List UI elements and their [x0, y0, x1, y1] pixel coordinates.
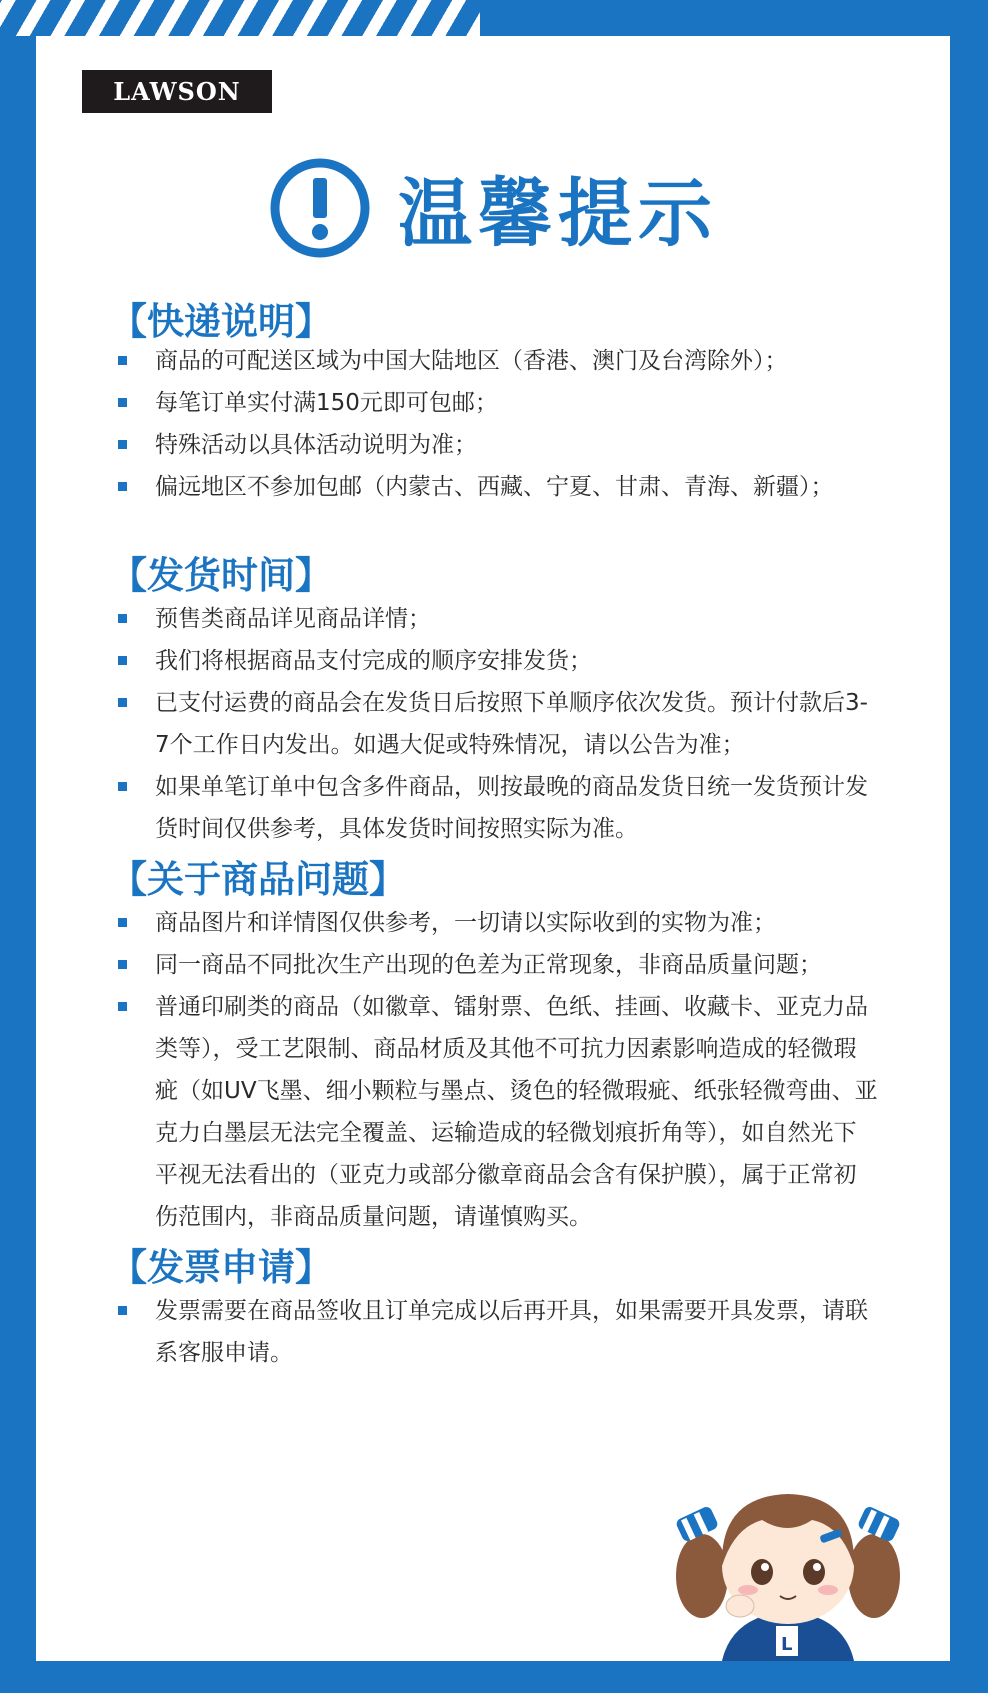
list-item: 发票需要在商品签收且订单完成以后再开具，如果需要开具发票，请联系客服申请。 [118, 1290, 878, 1374]
section-title-invoice: 【发票申请】 [110, 1246, 332, 1289]
exclamation-circle-icon [268, 156, 372, 260]
section-title-product-issues: 【关于商品问题】 [110, 858, 406, 901]
list-item: 同一商品不同批次生产出现的色差为正常现象，非商品质量问题； [118, 944, 878, 986]
bullet-icon [118, 398, 127, 407]
list-item: 偏远地区不参加包邮（内蒙古、西藏、宁夏、甘肃、青海、新疆）； [118, 466, 878, 508]
notice-card [36, 36, 950, 1661]
list-item: 普通印刷类的商品（如徽章、镭射票、色纸、挂画、收藏卡、亚克力品类等），受工艺限制、商品材质及其他不可抗力因素影响造成的轻微瑕疵（如UV飞墨、细小颗粒与墨点、烫色的轻微瑕疵、纸张轻微弯曲、亚克力白墨层无法完全覆盖、运输造成的轻微划痕折角等），如自然光下平视无法看出的（亚克力或部分徽章商品会含有保护膜），属于正常初伤范围内，非商品质量问题，请谨慎购买。 [118, 986, 878, 1238]
bullet-icon [118, 698, 127, 707]
section-title-shipping: 【快递说明】 [110, 300, 332, 343]
decorative-stripes [0, 0, 480, 36]
bullet-icon [118, 918, 127, 927]
mascot-girl-illustration [672, 1456, 904, 1661]
list-item: 商品的可配送区域为中国大陆地区（香港、澳门及台湾除外）； [118, 340, 878, 382]
bullet-icon [118, 356, 127, 365]
list-item: 商品图片和详情图仅供参考，一切请以实际收到的实物为准； [118, 902, 878, 944]
svg-text:L: L [781, 1634, 793, 1655]
header [36, 154, 950, 262]
list-item: 已支付运费的商品会在发货日后按照下单顺序依次发货。预计付款后3-7个工作日内发出。如遇大促或特殊情况，请以公告为准； [118, 682, 878, 766]
bullet-icon [118, 656, 127, 665]
lawson-logo: LAWSON [82, 70, 272, 113]
bullet-icon [118, 1002, 127, 1011]
bullet-icon [118, 782, 127, 791]
list-item: 每笔订单实付满150元即可包邮； [118, 382, 878, 424]
list-item: 如果单笔订单中包含多件商品，则按最晚的商品发货日统一发货预计发货时间仅供参考，具体发货时间按照实际为准。 [118, 766, 878, 850]
bullet-icon [118, 482, 127, 491]
bullet-icon [118, 440, 127, 449]
bullet-icon [118, 960, 127, 969]
bullet-icon [118, 614, 127, 623]
section-title-delivery: 【发货时间】 [110, 554, 332, 597]
list-item: 特殊活动以具体活动说明为准； [118, 424, 878, 466]
list-item: 我们将根据商品支付完成的顺序安排发货； [118, 640, 878, 682]
list-item: 预售类商品详见商品详情； [118, 598, 878, 640]
bullet-icon [118, 1306, 127, 1315]
page-title: 温馨提示 [398, 171, 718, 257]
